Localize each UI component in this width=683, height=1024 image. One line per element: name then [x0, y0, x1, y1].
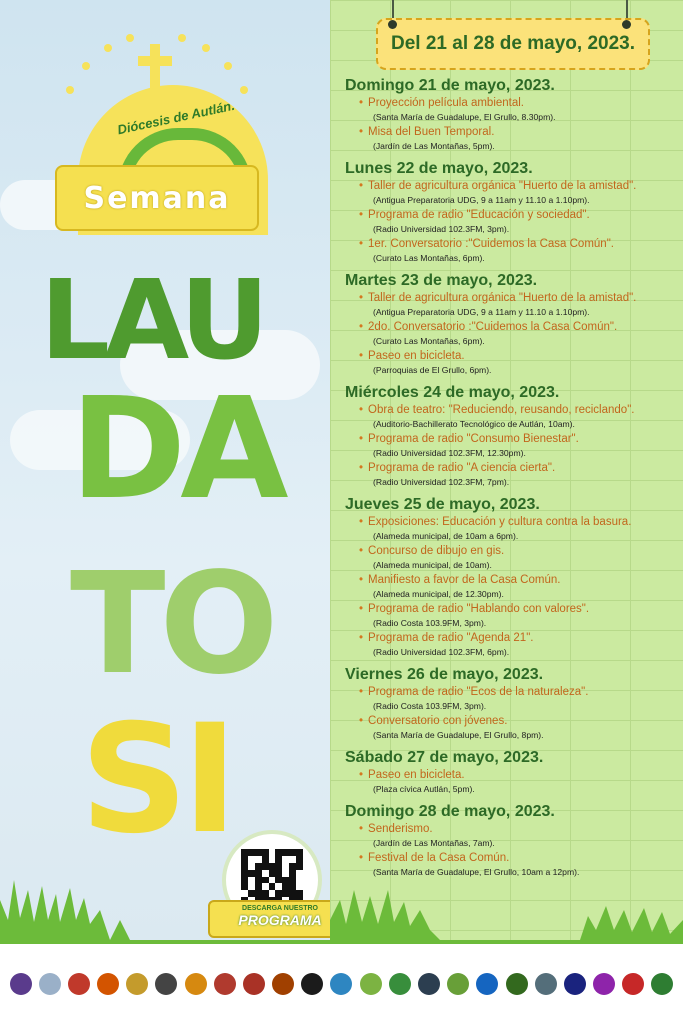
qr-module [296, 863, 303, 870]
univas-logo [97, 973, 119, 995]
title-ribbon: Semana [55, 165, 259, 231]
qr-module [255, 877, 262, 884]
qr-module [255, 870, 262, 877]
schedule-item-title: • Conversatorio con jóvenes. [359, 715, 507, 727]
schedule-item [359, 713, 677, 742]
building-logo [535, 973, 557, 995]
pin-icon [622, 20, 631, 29]
qr-module [241, 849, 248, 856]
schedule-item-title: • Programa de radio "Ecos de la naturaleza". [359, 686, 588, 698]
schedule-item [359, 402, 677, 431]
schedule-day-heading: Viernes 26 de mayo, 2023. [345, 666, 544, 683]
schedule-day-heading: Sábado 27 de mayo, 2023. [345, 749, 544, 766]
title-letters-si: SI [80, 693, 232, 867]
title-letters-da: DA [70, 368, 283, 531]
schedule-item [359, 290, 677, 319]
schedule-item-detail: (Alameda municipal, de 10am). [373, 560, 492, 570]
qr-module [255, 883, 262, 890]
qr-module [289, 883, 296, 890]
schedule-item [359, 431, 677, 460]
qr-module [296, 849, 303, 856]
qr-module [282, 863, 289, 870]
schedule-item-title: • Programa de radio "A ciencia cierta". [359, 462, 555, 474]
schedule-item-title: • Concurso de dibujo en gis. [359, 545, 504, 557]
schedule-item [359, 572, 677, 601]
schedule-item-title: • 2do. Conversatorio :"Cuidemos la Casa Común". [359, 321, 617, 333]
decorative-dot [240, 86, 248, 94]
qr-module [262, 870, 269, 877]
qr-module [289, 870, 296, 877]
qr-module [296, 870, 303, 877]
qr-module [248, 877, 255, 884]
qr-module [241, 863, 248, 870]
decorative-dot [66, 86, 74, 94]
eagle-logo [272, 973, 294, 995]
siembra-logo [330, 973, 352, 995]
schedule-item-detail: (Antigua Preparatoria UDG, 9 a 11am y 11.10 a 1.10pm). [373, 307, 590, 317]
qr-module [282, 883, 289, 890]
schedule-list [345, 76, 677, 885]
costa-logo [447, 973, 469, 995]
qr-module [289, 877, 296, 884]
schedule-item-title: • Programa de radio "Educación y sociedad". [359, 209, 590, 221]
arch-label: Diócesis de Autlán. [116, 97, 236, 138]
shield-logo [10, 973, 32, 995]
qr-module [241, 883, 248, 890]
schedule-item-title: • Taller de agricultura orgánica "Huerto de la amistad". [359, 180, 636, 192]
title-letters-lau: LAU [40, 256, 264, 384]
schedule-item [359, 460, 677, 489]
schedule-item-title: • Programa de radio "Hablando con valores". [359, 603, 589, 615]
schedule-day-heading: Domingo 21 de mayo, 2023. [345, 77, 555, 94]
qr-module [282, 890, 289, 897]
church-logo [564, 973, 586, 995]
pin-icon [388, 20, 397, 29]
schedule-item-detail: (Alameda municipal, de 10am a 6pm). [373, 531, 519, 541]
decorative-dot [104, 44, 112, 52]
schedule-item-detail: (Radio Universidad 102.3FM, 7pm). [373, 477, 510, 487]
schedule-item-detail: (Radio Universidad 102.3FM, 12.30pm). [373, 448, 526, 458]
qr-module [241, 856, 248, 863]
qr-module [282, 877, 289, 884]
cross-icon [150, 44, 160, 88]
radio-logo [301, 973, 323, 995]
schedule-item-title: • Misa del Buen Temporal. [359, 126, 494, 138]
qr-module [296, 877, 303, 884]
qr-module [269, 890, 276, 897]
qr-module [255, 849, 262, 856]
schedule-item-detail: (Curato Las Montañas, 6pm). [373, 253, 485, 263]
schedule-item [359, 319, 677, 348]
qr-module [289, 863, 296, 870]
qr-module [262, 877, 269, 884]
radio-costa-logo [476, 973, 498, 995]
qr-module [269, 856, 276, 863]
schedule-item-title: • Manifiesto a favor de la Casa Común. [359, 574, 560, 586]
schedule-item [359, 630, 677, 659]
schedule-item-title: • Paseo en bicicleta. [359, 350, 465, 362]
title-letters-to: TO [70, 543, 273, 706]
cross-logo [214, 973, 236, 995]
qr-module [248, 883, 255, 890]
seal-logo [126, 973, 148, 995]
consumo-logo [389, 973, 411, 995]
schedule-item-detail: (Radio Universidad 102.3FM, 3pm). [373, 224, 510, 234]
qr-module [241, 877, 248, 884]
qr-module [269, 877, 276, 884]
schedule-item-detail: (Jardín de Las Montañas, 5pm). [373, 141, 495, 151]
schedule-item [359, 95, 677, 124]
decorative-dot [82, 62, 90, 70]
qr-module [248, 870, 255, 877]
schedule-item-title: • Senderismo. [359, 823, 433, 835]
schedule-item [359, 684, 677, 713]
semadet-logo [651, 973, 673, 995]
schedule-item [359, 850, 677, 879]
schedule-item [359, 207, 677, 236]
schedule-day-heading: Miércoles 24 de mayo, 2023. [345, 384, 560, 401]
schedule-item [359, 821, 677, 850]
day-spacer [345, 879, 677, 885]
qr-module [296, 890, 303, 897]
conanp-logo [418, 973, 440, 995]
schedule-day-heading: Domingo 28 de mayo, 2023. [345, 803, 555, 820]
schedule-day-heading: Martes 23 de mayo, 2023. [345, 272, 538, 289]
qr-module [296, 883, 303, 890]
qr-module [282, 849, 289, 856]
schedule-item-title: • Exposiciones: Educación y cultura contra la basura. [359, 516, 631, 528]
qr-module [275, 877, 282, 884]
schedule-item-title: • 1er. Conversatorio :"Cuidemos la Casa Común". [359, 238, 614, 250]
banner-big-text: PROGRAMA [238, 912, 322, 928]
qr-module [248, 849, 255, 856]
schedule-item [359, 348, 677, 377]
schedule-item-detail: (Alameda municipal, de 12.30pm). [373, 589, 504, 599]
qr-module [275, 863, 282, 870]
cross-icon-bar [138, 56, 172, 66]
decorative-dot [224, 62, 232, 70]
program-banner [208, 900, 330, 938]
schedule-item-detail: (Curato Las Montañas, 6pm). [373, 336, 485, 346]
qr-module [269, 883, 276, 890]
schedule-item-detail: (Parroquias de El Grullo, 6pm). [373, 365, 492, 375]
schedule-item [359, 543, 677, 572]
qr-module [262, 856, 269, 863]
virgin-logo [593, 973, 615, 995]
schedule-item-title: • Proyección película ambiental. [359, 97, 524, 109]
schedule-item-detail: (Radio Costa 103.9FM, 3pm). [373, 701, 487, 711]
lion-logo [185, 973, 207, 995]
qr-module [275, 849, 282, 856]
leaf-logo [506, 973, 528, 995]
qr-module [289, 849, 296, 856]
schedule-item-detail: (Auditorio-Bachillerato Tecnológico de Autlán, 10am). [373, 419, 575, 429]
schedule-item [359, 601, 677, 630]
schedule-item [359, 124, 677, 153]
schedule-day-heading: Jueves 25 de mayo, 2023. [345, 496, 540, 513]
qr-module [255, 863, 262, 870]
sponsor-logos-bar [0, 940, 683, 1024]
schedule-item-detail: (Santa María de Guadalupe, El Grullo, 8.30pm). [373, 112, 556, 122]
qr-module [241, 870, 248, 877]
schedule-item-detail: (Antigua Preparatoria UDG, 9 a 11am y 11.10 a 1.10pm). [373, 195, 590, 205]
schedule-item-detail: (Jardín de Las Montañas, 7am). [373, 838, 495, 848]
schedule-item-title: • Obra de teatro: "Reduciendo, reusando, reciclando". [359, 404, 634, 416]
schedule-day-heading: Lunes 22 de mayo, 2023. [345, 160, 533, 177]
qr-module [248, 890, 255, 897]
schedule-item [359, 514, 677, 543]
sun-logo [360, 973, 382, 995]
schedule-item-title: • Taller de agricultura orgánica "Huerto de la amistad". [359, 292, 636, 304]
qr-module [262, 890, 269, 897]
schedule-item [359, 178, 677, 207]
decorative-dot [202, 44, 210, 52]
schedule-item-detail: (Santa María de Guadalupe, El Grullo, 8pm). [373, 730, 544, 740]
qr-module [289, 890, 296, 897]
schedule-item [359, 767, 677, 796]
schedule-item-title: • Festival de la Casa Común. [359, 852, 509, 864]
qr-module [275, 870, 282, 877]
face-logo [155, 973, 177, 995]
school-logo [68, 973, 90, 995]
qr-module [248, 863, 255, 870]
star-logo [243, 973, 265, 995]
qr-module [255, 856, 262, 863]
left-panel [0, 0, 330, 940]
qr-module [282, 870, 289, 877]
qr-module [289, 856, 296, 863]
decorative-dot [126, 34, 134, 42]
qr-module [282, 856, 289, 863]
schedule-item-detail: (Plaza cívica Autlán, 5pm). [373, 784, 475, 794]
qr-module [269, 849, 276, 856]
schedule-item-title: • Programa de radio "Agenda 21". [359, 632, 533, 644]
schedule-item [359, 236, 677, 265]
schedule-item-detail: (Santa María de Guadalupe, El Grullo, 10am a 12pm). [373, 867, 580, 877]
schedule-item-title: • Programa de radio "Consumo Bienestar". [359, 433, 579, 445]
qr-module [262, 883, 269, 890]
crest-logo [39, 973, 61, 995]
decorative-dot [178, 34, 186, 42]
qr-module [255, 890, 262, 897]
qr-module [269, 863, 276, 870]
qr-module [275, 883, 282, 890]
schedule-item-detail: (Radio Costa 103.9FM, 3pm). [373, 618, 487, 628]
banner-small-text: DESCARGA NUESTRO [242, 905, 318, 912]
qr-module [269, 870, 276, 877]
schedule-item-detail: (Radio Universidad 102.3FM, 6pm). [373, 647, 510, 657]
qr-module [262, 863, 269, 870]
qr-module [262, 849, 269, 856]
qr-module [296, 856, 303, 863]
schedule-item-title: • Paseo en bicicleta. [359, 769, 465, 781]
qr-module [241, 890, 248, 897]
qr-module [275, 856, 282, 863]
qr-module [248, 856, 255, 863]
educacion-logo [622, 973, 644, 995]
date-range-box: Del 21 al 28 de mayo, 2023. [376, 18, 650, 70]
qr-module [275, 890, 282, 897]
